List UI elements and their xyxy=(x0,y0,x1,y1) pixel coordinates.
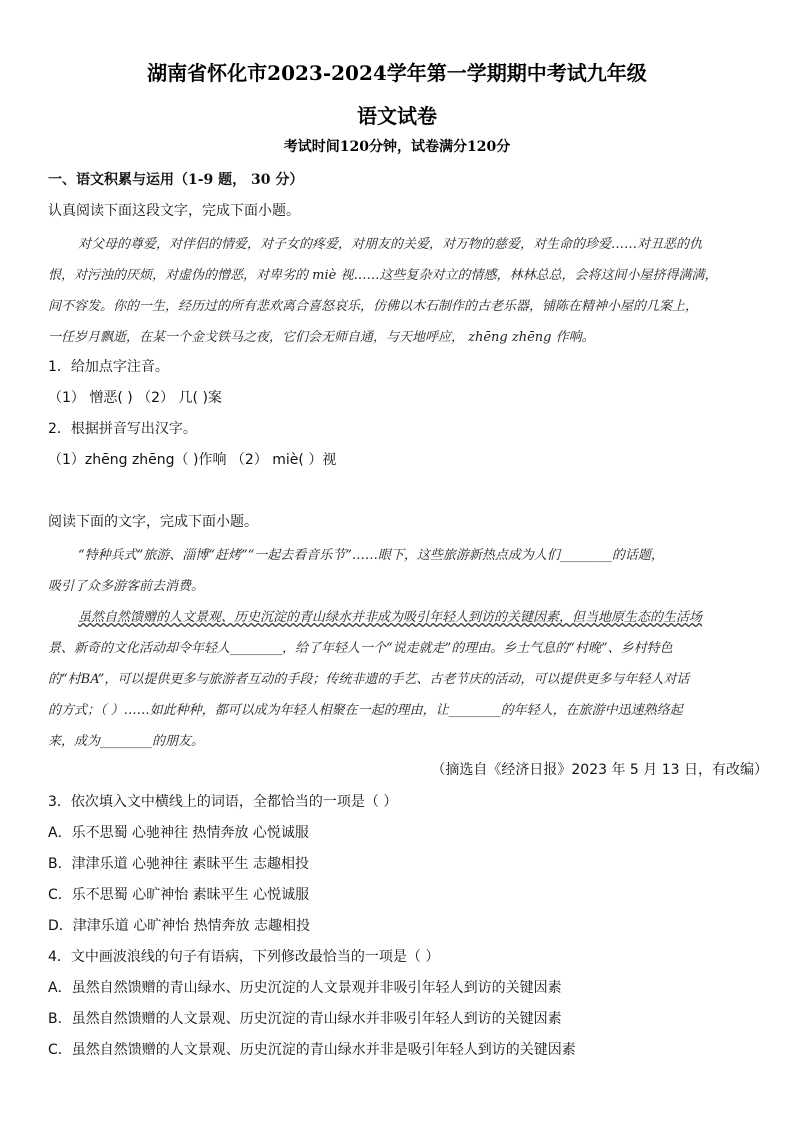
passage-intro: 认真阅读下面这段文字，完成下面小题。 xyxy=(48,203,300,219)
passage-line: 的方式；（ ）……如此种种，都可以成为年轻人相聚在一起的理由，让________的年轻人，在旅游中迅速熟络起 xyxy=(48,703,683,718)
passage-line: 的“村BA”，可以提供更多与旅游者互动的手段；传统非遗的手艺、古老节庆的活动，可以提供更多与年轻人对话 xyxy=(48,672,690,687)
passage-2 xyxy=(48,540,748,757)
question-2: 2．根据拼音写出汉字。 xyxy=(48,421,197,437)
passage-line: 一任岁月飘逝，在某一个金戈铁马之夜，它们会无师自通，与天地呼应， zhēng zhēng 作响。 xyxy=(48,330,595,345)
question-1-items: （1） 憎恶( ) （2） 几( )案 xyxy=(48,390,222,406)
passage-line: 景、新奇的文化活动却令年轻人________，给了年轻人一个“说走就走”的理由。乡土气息的“村晚”、乡村特色 xyxy=(48,641,673,656)
question-4: 4．文中画波浪线的句子有语病，下列修改最恰当的一项是（ ） xyxy=(48,949,440,965)
section-heading: 一、语文积累与运用（1-9 题， 30 分） xyxy=(48,172,304,188)
passage-line: 对父母的尊爱，对伴侣的情爱，对子女的疼爱，对朋友的关爱，对万物的慈爱，对生命的珍爱……对丑恶的仇 xyxy=(78,237,703,252)
question-2-items: （1）zhēng zhēng（ )作响 （2） miè( ）视 xyxy=(48,452,337,468)
passage-1 xyxy=(48,229,748,353)
passage-intro: 阅读下面的文字，完成下面小题。 xyxy=(48,514,258,530)
passage-line: 恨，对污浊的厌烦，对虚伪的憎恶，对卑劣的 miè 视……这些复杂对立的情感，林林总总，会将这间小屋挤得满满， xyxy=(48,268,718,283)
passage-line: 吸引了众多游客前去消费。 xyxy=(48,579,205,594)
question-3-option: B．津津乐道 心驰神往 素昧平生 志趣相投 xyxy=(48,856,309,872)
exam-info: 考试时间120分钟，试卷满分120分 xyxy=(283,139,511,155)
passage-line: 来，成为________的朋友。 xyxy=(48,734,205,749)
question-3: 3．依次填入文中横线上的词语，全都恰当的一项是（ ） xyxy=(48,794,398,810)
passage-line: 间不容发。你的一生，经历过的所有悲欢离合喜怒哀乐，仿佛以木石制作的古老乐器，铺陈在精神小屋的几案上， xyxy=(48,299,699,314)
wavy-sentence-line: 虽然自然馈赠的人文景观、历史沉淀的青山绿水并非成为吸引年轻人到访的关键因素，但当地原生态的生活场 xyxy=(78,610,703,625)
question-3-option: A．乐不思蜀 心驰神往 热情奔放 心悦诚服 xyxy=(48,825,309,841)
question-4-option: A．虽然自然馈赠的青山绿水、历史沉淀的人文景观并非吸引年轻人到访的关键因素 xyxy=(48,980,562,996)
exam-subtitle: 语文试卷 xyxy=(357,104,437,128)
question-3-option: D．津津乐道 心旷神怡 热情奔放 志趣相投 xyxy=(48,918,311,934)
source-note: （摘选自《经济日报》2023 年 5 月 13 日，有改编） xyxy=(431,762,768,778)
question-4-option: C．虽然自然馈赠的人文景观、历史沉淀的青山绿水并非是吸引年轻人到访的关键因素 xyxy=(48,1042,576,1058)
passage-line: “特种兵式”旅游、淄博“赶烤”“一起去看音乐节”……眼下，这些旅游新热点成为人们________的话题， xyxy=(78,548,664,563)
question-4-option: B．虽然自然馈赠的人文景观、历史沉淀的青山绿水并非吸引年轻人到访的关键因素 xyxy=(48,1011,562,1027)
exam-title: 湖南省怀化市2023-2024学年第一学期期中考试九年级 xyxy=(147,61,647,85)
question-3-option: C．乐不思蜀 心旷神怡 素昧平生 心悦诚服 xyxy=(48,887,310,903)
question-1: 1．给加点字注音。 xyxy=(48,359,169,375)
